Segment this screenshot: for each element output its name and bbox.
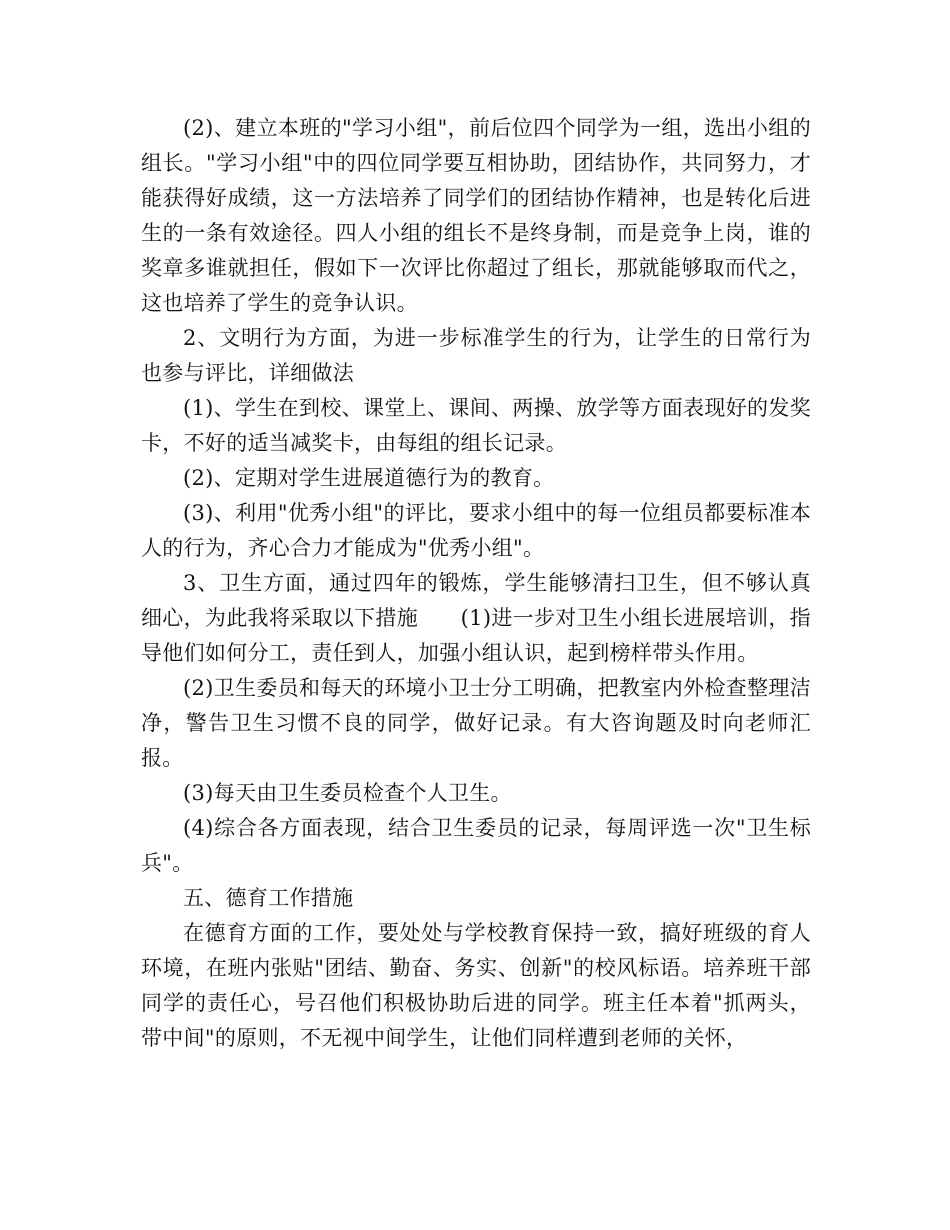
paragraph-daily-hygiene-check: (3)每天由卫生委员检查个人卫生。 <box>183 781 512 805</box>
paragraph-civilized-behavior: 2、文明行为方面，为进一步标准学生的行为，让学生的日常行为也参与评比，详细做法 <box>141 326 811 385</box>
paragraph-excellent-group: (3)、利用"优秀小组"的评比，要求小组中的每一位组员都要标准本人的行为，齐心合力才能成为"优秀小组"。 <box>141 501 811 560</box>
document-page <box>141 111 811 1056</box>
section-heading-moral-measures: 五、德育工作措施 <box>183 886 354 910</box>
paragraph-hygiene-model: (4)综合各方面表现，结合卫生委员的记录，每周评选一次"卫生标兵"。 <box>141 816 811 875</box>
paragraph-moral-work: 在德育方面的工作，要处处与学校教育保持一致，搞好班级的育人环境，在班内张贴"团结、勤奋、务实、创新"的校风标语。培养班干部同学的责任心，号召他们积极协助后进的同学。班主任本着"抓两头，带中间"的原则，不无视中间学生，让他们同样遭到老师的关怀， <box>141 921 811 1050</box>
paragraph-moral-education: (2)、定期对学生进展道德行为的教育。 <box>183 466 555 490</box>
paragraph-hygiene-committee: (2)卫生委员和每天的环境小卫士分工明确，把教室内外检查整理洁净，警告卫生习惯不良的同学，做好记录。有大咨询题及时向老师汇报。 <box>141 676 811 770</box>
paragraph-study-group: (2)、建立本班的"学习小组"，前后位四个同学为一组，选出小组的组长。"学习小组"中的四位同学要互相协助，团结协作，共同努力，才能获得好成绩，这一方法培养了同学们的团结协作精神，也是转化后进生的一条有效途径。四人小组的组长不是终身制，而是竞争上岗，谁的奖章多谁就担任，假如下一次评比你超过了组长，那就能够取而代之，这也培养了学生的竞争认识。 <box>141 116 811 315</box>
paragraph-behavior-reward-cards: (1)、学生在到校、课堂上、课间、两操、放学等方面表现好的发奖卡，不好的适当减奖卡，由每组的组长记录。 <box>141 396 811 455</box>
paragraph-hygiene: 3、卫生方面，通过四年的锻炼，学生能够清扫卫生，但不够认真细心，为此我将采取以下措施 (1)进一步对卫生小组长进展培训，指导他们如何分工，责任到人，加强小组认识，起到榜样带头作用。 <box>141 571 811 665</box>
